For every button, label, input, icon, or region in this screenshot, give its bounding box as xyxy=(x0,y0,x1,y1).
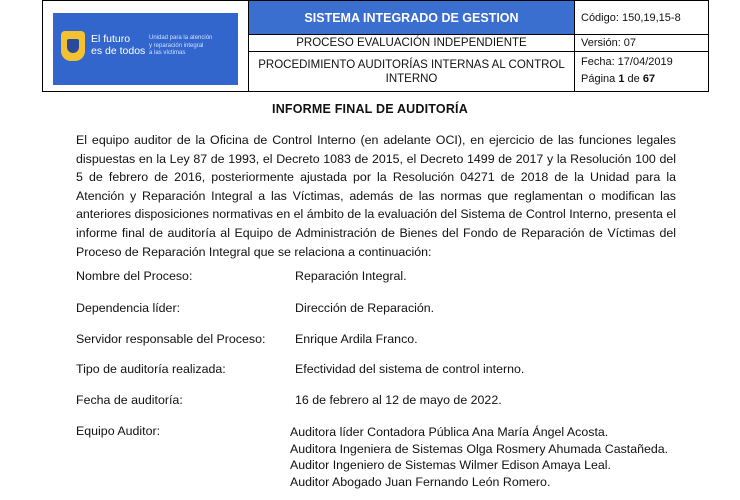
page-number: 1 xyxy=(618,73,625,85)
logo-unit-line-2: y reparación integral xyxy=(149,42,204,49)
page-indicator xyxy=(581,71,708,88)
report-title: INFORME FINAL DE AUDITORÍA xyxy=(272,102,468,116)
team-member: Auditora líder Contadora Pública Ana María Ángel Acosta. xyxy=(290,425,609,439)
audit-team-list xyxy=(290,424,676,490)
coat-of-arms-icon xyxy=(61,31,85,61)
field-value: Dirección de Reparación. xyxy=(295,301,435,315)
field-label: Tipo de auditoría realizada: xyxy=(76,362,226,376)
field-label: Fecha de auditoría: xyxy=(76,393,183,407)
system-title: SISTEMA INTEGRADO DE GESTION xyxy=(249,1,575,35)
logo-slogan-line-1: El futuro xyxy=(91,33,131,45)
document-code: Código: 150,19,15-8 xyxy=(575,1,709,35)
logo-unit-line-3: a las víctimas xyxy=(149,50,186,56)
page-of: de xyxy=(627,73,640,85)
field-label: Nombre del Proceso: xyxy=(76,269,193,283)
process-name: PROCESO EVALUACIÓN INDEPENDIENTE xyxy=(249,35,575,52)
field-label: Servidor responsable del Proceso: xyxy=(76,332,266,346)
page-total: 67 xyxy=(642,73,656,85)
logo-unit-name xyxy=(149,35,233,58)
field-label: Equipo Auditor: xyxy=(76,424,161,438)
logo-slogan xyxy=(91,33,145,57)
team-member: Auditor Ingeniero de Sistemas Wilmer Edison Amaya Leal. xyxy=(290,458,611,472)
institution-logo xyxy=(53,13,238,85)
field-label: Dependencia líder: xyxy=(76,301,181,315)
field-value: Reparación Integral. xyxy=(295,269,407,283)
field-value: 16 de febrero al 12 de mayo de 2022. xyxy=(295,393,502,407)
team-member: Auditor Abogado Juan Fernando León Romero. xyxy=(290,474,551,489)
page-label: Página xyxy=(581,73,616,85)
document-header-table xyxy=(42,0,709,92)
field-value: Efectividad del sistema de control interno. xyxy=(295,362,525,376)
date-page-cell xyxy=(575,52,709,92)
field-value: Enrique Ardila Franco. xyxy=(295,332,418,346)
document-date: Fecha: 17/04/2019 xyxy=(581,56,673,68)
logo-unit-line-1: Unidad para la atención xyxy=(149,35,213,41)
team-member: Auditora Ingeniera de Sistemas Olga Rosmery Ahumada Castañeda. xyxy=(290,441,669,456)
logo-cell xyxy=(43,1,249,92)
logo-slogan-line-2: es de todos xyxy=(91,45,146,57)
intro-paragraph: El equipo auditor de la Oficina de Control Interno (en adelante OCI), en ejercicio de las funciones legales dispuestas en la Ley 87 de 1993, el Decreto 1083 de 2015, el Decreto 1499 de 2017 y la Resolución 100 del 5 de febrero de 2016, posteriormente ajustada por la Resolución 04271 de 2018 de la Unidad para la Atención y Reparación Integral a las Víctimas, además de las normas que reglamentan o modifican las anteriores disposiciones normativas en el ámbito de la evaluación del Sistema de Control Interno, presenta el informe final de auditoría al Equipo de Administración de Bienes del Fondo de Reparación de Víctimas del Proceso de Reparación Integral que se relaciona a continuación: xyxy=(76,133,676,259)
procedure-name: PROCEDIMIENTO AUDITORÍAS INTERNAS AL CONTROL INTERNO xyxy=(249,52,575,92)
document-version: Versión: 07 xyxy=(575,35,709,52)
